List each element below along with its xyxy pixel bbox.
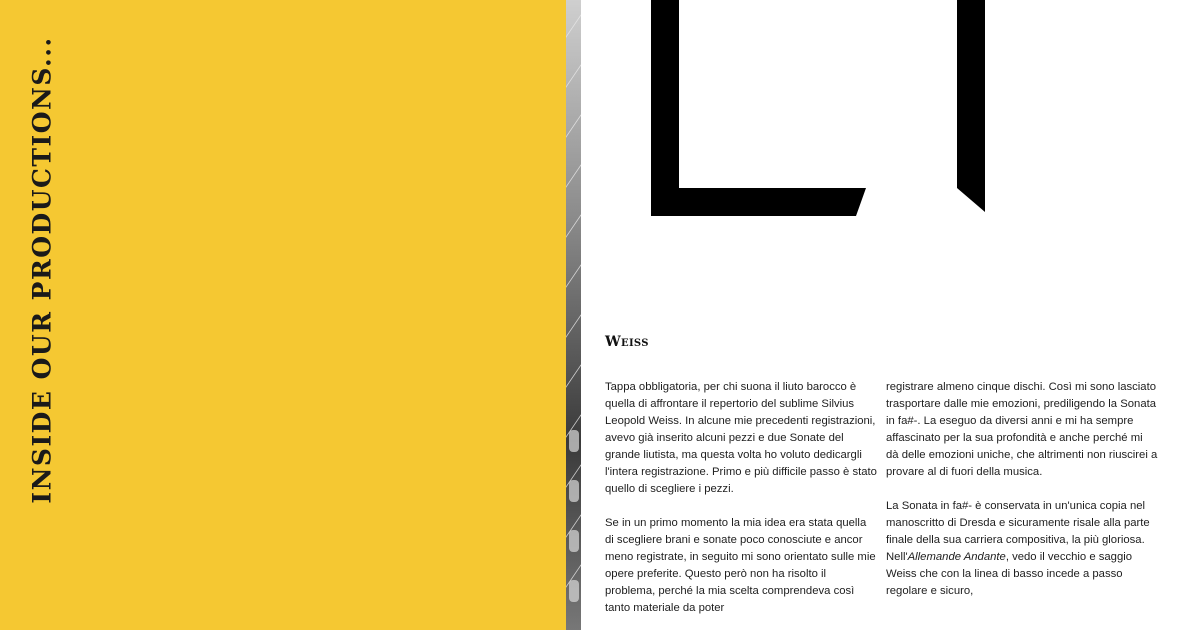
italic-title-allemande: Allemande Andante (907, 551, 1006, 563)
section-heading: Weiss (605, 334, 649, 350)
paragraph: registrare almeno cinque dischi. Così mi sono lasciato trasportare dalle mie emozioni, prediligendo la Sonata in fa#-. La eseguo da diversi anni e mi ha sempre affascinato per la sua profondità e anche perché mi dà delle emozioni uniche, che altrimenti non riuscirei a provare al di fuori della musica. (886, 381, 1158, 478)
paragraph-line-suffix: , vedo il vecchio e saggio Weiss che con la linea di basso incede a passo regolare e sicuro, (886, 551, 1133, 597)
article-page (581, 0, 1200, 630)
lute-strings-image (566, 0, 581, 630)
paragraph (886, 498, 1158, 600)
paragraph-line-prefix: Nell' (886, 551, 908, 563)
paragraph: Se in un primo momento la mia idea era stata quella di scegliere brani e sonate poco conosciute e ancor meno registrate, in seguito mi sono orientato sulle mie opere preferite. Questo però non ha risolto il problema, perché la mia scelta comprendeva così tanto materiale da poter (605, 517, 876, 614)
inside-productions-title: INSIDE OUR PRODUCTIONS... (27, 36, 57, 504)
paragraph-text: La Sonata in fa#- è conservata in un'unica copia nel manoscritto di Dresda e sicuramente risale alla parte finale della sua carriera compositiva, la più gloriosa. (886, 500, 1150, 546)
lute-photo-strip (566, 0, 581, 630)
yellow-sidebar-panel (0, 0, 566, 630)
text-column-left (605, 379, 877, 634)
decorative-initial-letter (651, 0, 987, 220)
text-column-right (886, 379, 1158, 617)
paragraph: Tappa obbligatoria, per chi suona il liuto barocco è quella di affrontare il repertorio del sublime Silvius Leopold Weiss. In alcune mie precedenti registrazioni, avevo già inserito alcuni pezzi e due Sonate del grande liutista, ma questa volta ho voluto dedicargli l'intera registrazione. Primo e più difficile passo è stato quello di scegliere i pezzi. (605, 381, 877, 495)
